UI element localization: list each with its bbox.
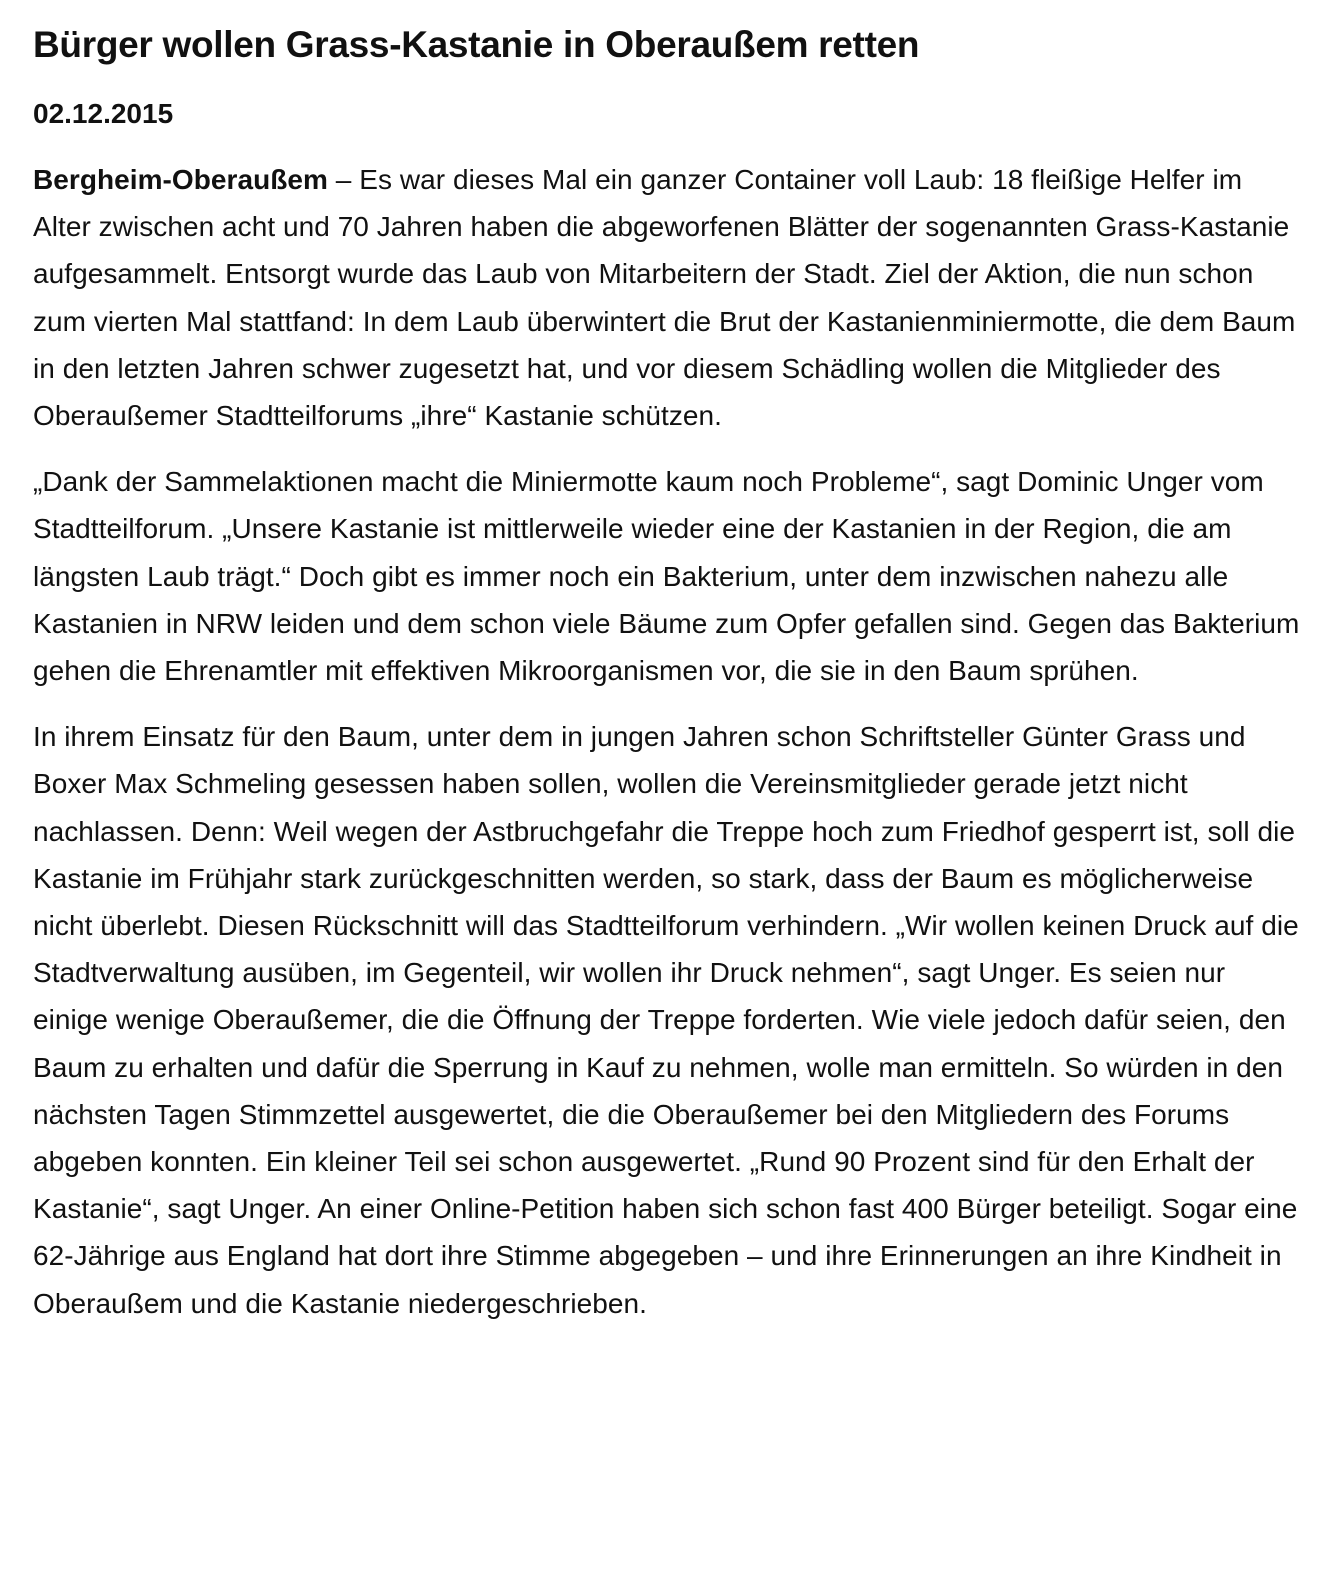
- paragraph-1: [33, 156, 1306, 439]
- paragraph-2: „Dank der Sammelaktionen macht die Miniermotte kaum noch Probleme“, sagt Dominic Unger vom Stadtteilforum. „Unsere Kastanie ist mittlerweile wieder eine der Kastanien in der Region, die am längsten Laub trägt.“ Doch gibt es immer noch ein Bakterium, unter dem inzwischen nahezu alle Kastanien in NRW leiden und dem schon viele Bäume zum Opfer gefallen sind. Gegen das Bakterium gehen die Ehrenamtler mit effektiven Mikroorganismen vor, die sie in den Baum sprühen.: [33, 466, 1300, 687]
- article-body: [33, 156, 1306, 1327]
- article-headline: Bürger wollen Grass-Kastanie in Oberaußem retten: [33, 24, 920, 65]
- article-date: 02.12.2015: [33, 98, 174, 129]
- paragraph-3: In ihrem Einsatz für den Baum, unter dem in jungen Jahren schon Schriftsteller Günter Grass und Boxer Max Schmeling gesessen haben sollen, wollen die Vereinsmitglieder gerade jetzt nicht nachlassen. Denn: Weil wegen der Astbruchgefahr die Treppe hoch zum Friedhof gesperrt ist, soll die Kastanie im Frühjahr stark zurückgeschnitten werden, so stark, dass der Baum es möglicherweise nicht überlebt. Diesen Rückschnitt will das Stadtteilforum verhindern. „Wir wollen keinen Druck auf die Stadtverwaltung ausüben, im Gegenteil, wir wollen ihr Druck nehmen“, sagt Unger. Es seien nur einige wenige Oberaußemer, die die Öffnung der Treppe forderten. Wie viele jedoch dafür seien, den Baum zu erhalten und dafür die Sperrung in Kauf zu nehmen, wolle man ermitteln. So würden in den nächsten Tagen Stimmzettel ausgewertet, die die Oberaußemer bei den Mitgliedern des Forums abgeben konnten. Ein kleiner Teil sei schon ausgewertet. „Rund 90 Prozent sind für den Erhalt der Kastanie“, sagt Unger. An einer Online-Petition haben sich schon fast 400 Bürger beteiligt. Sogar eine 62-Jährige aus England hat dort ihre Stimme abgegeben – und ihre Erinnerungen an ihre Kindheit in Oberaußem und die Kastanie niedergeschrieben.: [33, 721, 1299, 1319]
- paragraph-1-text: – Es war dieses Mal ein ganzer Container voll Laub: 18 fleißige Helfer im Alter zwischen acht und 70 Jahren haben die abgeworfenen Blätter der sogenannten Grass-Kastanie aufgesammelt. Entsorgt wurde das Laub von Mitarbeitern der Stadt. Ziel der Aktion, die nun schon zum vierten Mal stattfand: In dem Laub überwintert die Brut der Kastanienminiermotte, die dem Baum in den letzten Jahren schwer zugesetzt hat, und vor diesem Schädling wollen die Mitglieder des Oberaußemer Stadtteilforums „ihre“ Kastanie schützen.: [33, 164, 1296, 432]
- dateline: Bergheim-Oberaußem: [33, 164, 328, 195]
